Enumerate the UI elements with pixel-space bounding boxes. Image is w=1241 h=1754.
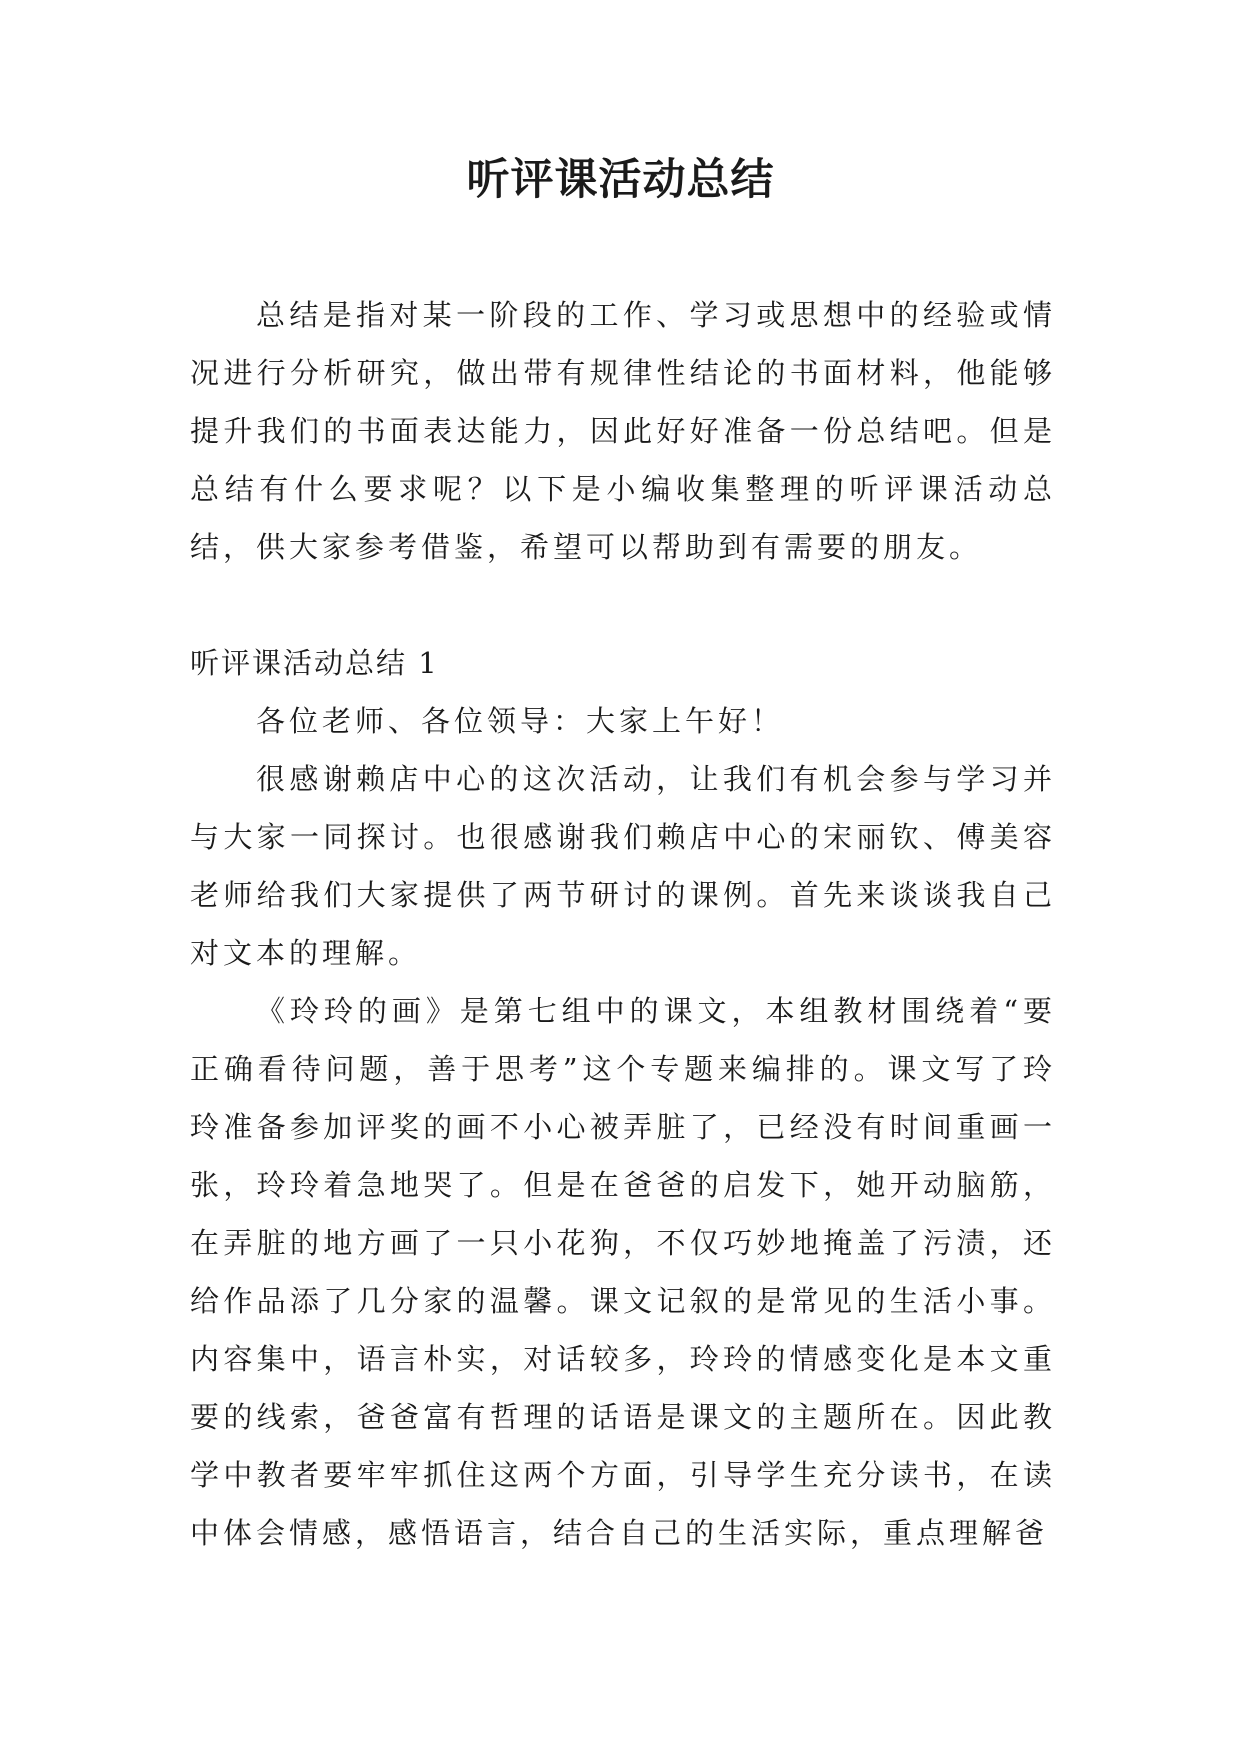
intro-paragraph: 总结是指对某一阶段的工作、学习或思想中的经验或情况进行分析研究，做出带有规律性结论的书面材料，他能够提升我们的书面表达能力，因此好好准备一份总结吧。但是总结有什么要求呢？以下是小编收集整理的听评课活动总结，供大家参考借鉴，希望可以帮助到有需要的朋友。 [190, 298, 1056, 564]
body-paragraph: 《玲玲的画》是第七组中的课文，本组教材围绕着“要正确看待问题，善于思考”这个专题来编排的。课文写了玲玲准备参加评奖的画不小心被弄脏了，已经没有时间重画一张，玲玲着急地哭了。但是在爸爸的启发下，她开动脑筋，在弄脏的地方画了一只小花狗，不仅巧妙地掩盖了污渍，还给作品添了几分家的温馨。课文记叙的是常见的生活小事。内容集中，语言朴实，对话较多，玲玲的情感变化是本文重要的线索，爸爸富有哲理的话语是课文的主题所在。因此教学中教者要牢牢抓住这两个方面，引导学生充分读书，在读中体会情感，感悟语言，结合自己的生活实际，重点理解爸 [190, 994, 1056, 1550]
intro-block [190, 286, 1056, 576]
section-heading: 听评课活动总结 1 [190, 646, 439, 680]
greeting-paragraph: 各位老师、各位领导：大家上午好！ [256, 704, 785, 738]
body-paragraph: 很感谢赖店中心的这次活动，让我们有机会参与学习并与大家一同探讨。也很感谢我们赖店中心的宋丽钦、傅美容老师给我们大家提供了两节研讨的课例。首先来谈谈我自己对文本的理解。 [190, 762, 1056, 970]
article-section [190, 634, 1056, 1562]
document-title: 听评课活动总结 [466, 155, 775, 205]
